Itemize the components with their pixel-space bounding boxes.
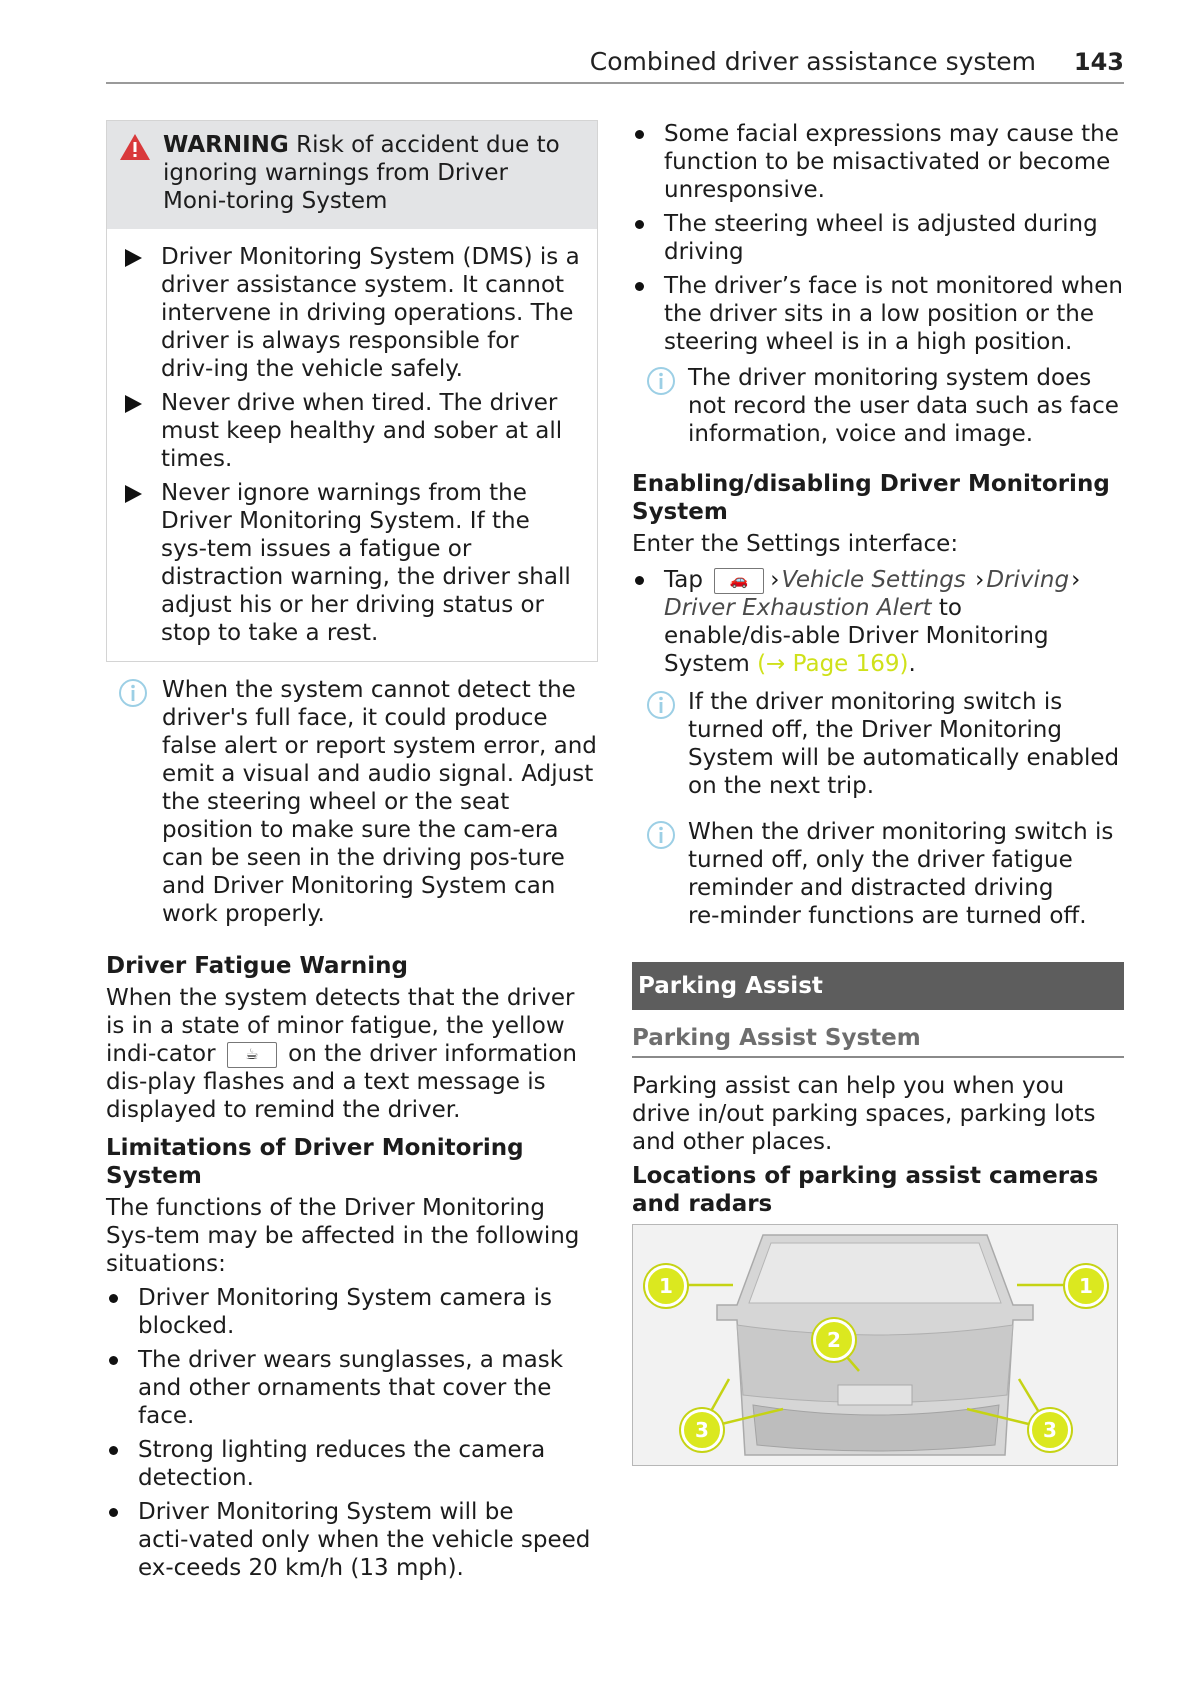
right-column — [632, 120, 1124, 1466]
triangle-bullet-icon — [125, 395, 142, 413]
info-icon — [646, 690, 676, 720]
info-note: If the driver monitoring switch is turned off, the Driver Monitoring System will be automatically enabled on the next trip. — [632, 688, 1124, 800]
warning-item: Never drive when tired. The driver must keep healthy and sober at all times. — [121, 389, 587, 473]
info-icon — [118, 678, 148, 708]
list-item: The driver’s face is not monitored when the driver sits in a low position or the steering wheel is in a high position. — [632, 272, 1124, 356]
bullet-icon — [635, 282, 644, 291]
chevron-right-icon: › — [770, 567, 780, 593]
list-item: The driver wears sunglasses, a mask and other ornaments that cover the face. — [106, 1346, 598, 1430]
warning-header — [107, 121, 597, 229]
bullet-icon — [635, 130, 644, 139]
bullet-icon — [109, 1446, 118, 1455]
triangle-bullet-icon — [125, 249, 142, 267]
running-title: Combined driver assistance system — [589, 47, 1036, 76]
warning-item: Driver Monitoring System (DMS) is a driver assistance system. It cannot intervene in driving operations. The driver is always responsible for driv‑ing the vehicle safely. — [121, 243, 587, 383]
car-icon: 🚗 — [714, 568, 764, 594]
warning-body — [107, 229, 597, 661]
bullet-icon — [635, 220, 644, 229]
list-item: Some facial expressions may cause the function to be misactivated or become unresponsive. — [632, 120, 1124, 204]
enabling-heading: Enabling/disabling Driver Monitoring System — [632, 471, 1110, 525]
section-heading: Parking Assist — [632, 962, 1124, 1010]
chevron-right-icon: › — [975, 567, 985, 593]
fatigue-text: When the system detects that the driver is in a state of minor fatigue, the yellow indi‑cator ☕ on the driver information dis‑play flashes and a text message is displayed to remind the driver. — [106, 985, 577, 1123]
callout-1-right: 1 — [1065, 1265, 1107, 1307]
bullet-icon — [635, 576, 644, 585]
warning-box — [106, 120, 598, 662]
list-item: Tap 🚗 ›Vehicle Settings ›Driving› Driver Exhaustion Alert to enable/dis‑able Driver Monitoring System (→ Page 169). — [632, 566, 1124, 678]
callout-1-left: 1 — [645, 1265, 687, 1307]
subsection-heading: Parking Assist System — [632, 1016, 1124, 1058]
warning-item: Never ignore warnings from the Driver Monitoring System. If the sys‑tem issues a fatigue or distraction warning, the driver shall adjust his or her driving status or stop to take a rest. — [121, 479, 587, 647]
list-item: The steering wheel is adjusted during driving — [632, 210, 1124, 266]
list-item: Driver Monitoring System camera is blocked. — [106, 1284, 598, 1340]
info-icon — [646, 820, 676, 850]
enabling-intro: Enter the Settings interface: — [632, 531, 959, 557]
callout-3-right: 3 — [1029, 1409, 1071, 1451]
info-note: When the driver monitoring switch is turned off, only the driver fatigue reminder and distracted driving re‑minder functions are turned off. — [632, 818, 1124, 930]
list-item: Driver Monitoring System will be acti‑vated only when the vehicle speed ex‑ceeds 20 km/h (13 mph). — [106, 1498, 598, 1582]
warning-icon — [119, 133, 151, 161]
figure-heading: Locations of parking assist cameras and radars — [632, 1163, 1099, 1217]
warning-label: WARNING — [163, 132, 289, 158]
chevron-right-icon: › — [1071, 567, 1081, 593]
coffee-cup-icon: ☕ — [227, 1042, 277, 1068]
bullet-icon — [109, 1356, 118, 1365]
parking-text: Parking assist can help you when you drive in/out parking spaces, parking lots and other places. — [632, 1073, 1096, 1155]
info-note: The driver monitoring system does not record the user data such as face information, voice and image. — [632, 364, 1124, 448]
callout-3-left: 3 — [681, 1409, 723, 1451]
page-header — [106, 42, 1124, 84]
parking-sensor-figure — [632, 1224, 1118, 1466]
limitations-intro: The functions of the Driver Monitoring Sys‑tem may be affected in the following situations: — [106, 1195, 580, 1277]
page-link[interactable]: (→ Page 169) — [757, 651, 909, 677]
triangle-bullet-icon — [125, 485, 142, 503]
warning-title: Risk of accident due to ignoring warnings from Driver Moni‑toring System — [163, 132, 560, 214]
info-icon — [646, 366, 676, 396]
bullet-icon — [109, 1294, 118, 1303]
bullet-icon — [109, 1508, 118, 1517]
page-number: 143 — [1073, 48, 1124, 76]
fatigue-heading: Driver Fatigue Warning — [106, 953, 408, 979]
list-item: Strong lighting reduces the camera detection. — [106, 1436, 598, 1492]
limitations-heading: Limitations of Driver Monitoring System — [106, 1135, 524, 1189]
callout-2: 2 — [813, 1319, 855, 1361]
info-note: When the system cannot detect the driver's full face, it could produce false alert or report system error, and emit a visual and audio signal. Adjust the steering wheel or the seat position to make sure the cam‑era can be seen in the driving pos‑ture and Driver Monitoring System can work properly. — [106, 676, 598, 928]
left-column — [106, 120, 598, 1588]
